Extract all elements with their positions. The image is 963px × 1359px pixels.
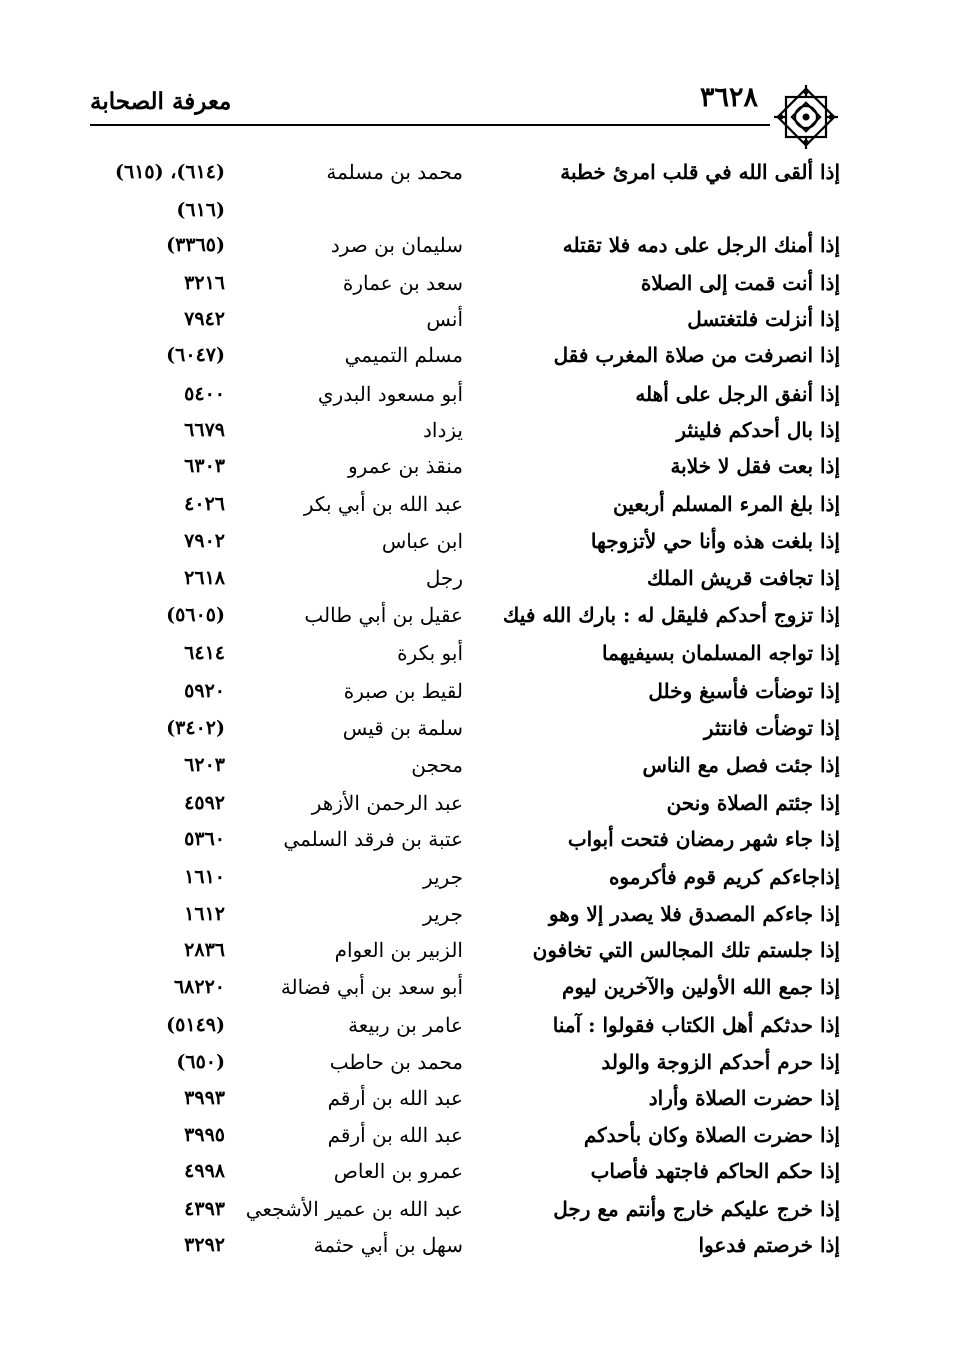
hadith-text: إذا تواجه المسلمان بسيفيهما — [602, 641, 840, 665]
hadith-text: إذا خرج عليكم خارج وأنتم مع رجل — [553, 1197, 840, 1221]
narrator-name: سهل بن أبي حثمة — [313, 1233, 463, 1257]
hadith-text: إذا أنفق الرجل على أهله — [635, 382, 840, 406]
reference-number: ٦٣٠٣ — [184, 455, 225, 477]
reference-number: (٣٣٦٥) — [166, 234, 225, 256]
reference-number: ٣٢١٦ — [184, 272, 225, 294]
reference-number: ٥٣٦٠ — [184, 828, 225, 850]
reference-number: ٥٤٠٠ — [184, 383, 225, 405]
hadith-text: إذا جاءكم المصدق فلا يصدر إلا وهو — [548, 902, 840, 926]
reference-number: ٣٩٩٣ — [184, 1087, 225, 1109]
reference-number: ٥٩٢٠ — [184, 680, 225, 702]
narrator-name: أنس — [426, 307, 463, 331]
hadith-text: إذا جلستم تلك المجالس التي تخافون — [532, 938, 840, 962]
reference-number: ١٦١٠ — [184, 866, 225, 888]
hadith-text: إذا حضرت الصلاة وأراد — [648, 1086, 840, 1110]
reference-number: ٤٩٩٨ — [184, 1160, 225, 1182]
reference-number: (٦٥٠) — [176, 1051, 225, 1073]
hadith-text: إذا بلغت هذه وأنا حي لأتزوجها — [590, 529, 840, 553]
list-item — [0, 750, 963, 784]
narrator-name: يزداد — [423, 418, 463, 442]
reference-number: ٤٠٢٦ — [184, 493, 225, 515]
reference-number: (٥١٤٩) — [166, 1014, 225, 1036]
list-item — [0, 195, 963, 229]
narrator-name: محمد بن حاطب — [329, 1050, 463, 1074]
narrator-name: عبد الله بن أرقم — [327, 1123, 463, 1147]
hadith-text: إذا جئتم الصلاة ونحن — [666, 791, 840, 815]
narrator-name: لقيط بن صبرة — [343, 679, 463, 703]
list-item — [0, 340, 963, 374]
list-item — [0, 451, 963, 485]
narrator-name: رجل — [425, 566, 463, 590]
reference-number: ٣٩٩٥ — [184, 1124, 225, 1146]
list-item — [0, 788, 963, 822]
reference-number: ٦٢٠٣ — [184, 754, 225, 776]
reference-number: ٤٣٩٣ — [184, 1198, 225, 1220]
narrator-name: عبد الله بن عمير الأشجعي — [245, 1197, 463, 1221]
hadith-text: إذا جئت فصل مع الناس — [642, 753, 840, 777]
list-item — [0, 600, 963, 634]
list-item — [0, 1120, 963, 1154]
hadith-text: إذا حرم أحدكم الزوجة والولد — [601, 1050, 840, 1074]
list-item — [0, 935, 963, 969]
list-item — [0, 563, 963, 597]
reference-number: (٥٦٠٥) — [166, 604, 225, 626]
reference-number: ٦٦٧٩ — [184, 419, 225, 441]
hadith-text: إذا توضأت فانتثر — [703, 716, 840, 740]
hadith-text: إذا حضرت الصلاة وكان بأحدكم — [583, 1123, 840, 1147]
book-title: معرفة الصحابة — [90, 88, 232, 115]
reference-number: ٢٨٣٦ — [184, 939, 225, 961]
hadith-text: إذا جاء شهر رمضان فتحت أبواب — [567, 827, 840, 851]
list-item — [0, 1156, 963, 1190]
narrator-name: ابن عباس — [381, 529, 463, 553]
hadith-text: إذا بلغ المرء المسلم أربعين — [612, 492, 840, 516]
narrator-name: عبد الله بن أبي بكر — [303, 492, 463, 516]
hadith-text: إذا أمنك الرجل على دمه فلا تقتله — [562, 233, 840, 257]
reference-number: (٣٤٠٢) — [166, 717, 225, 739]
list-item — [0, 1047, 963, 1081]
hadith-text: إذا حكم الحاكم فاجتهد فأصاب — [590, 1159, 840, 1183]
list-item — [0, 862, 963, 896]
list-item — [0, 157, 963, 191]
reference-number: (٦١٤)، (٦١٥) — [115, 161, 225, 183]
list-item — [0, 638, 963, 672]
narrator-name: مسلم التميمي — [344, 343, 463, 367]
narrator-name: منقذ بن عمرو — [347, 454, 463, 478]
reference-number: ٤٥٩٢ — [184, 792, 225, 814]
list-item — [0, 415, 963, 449]
hadith-text: إذا ألقى الله في قلب امرئ خطبة — [560, 160, 840, 184]
narrator-name: أبو مسعود البدري — [317, 382, 463, 406]
narrator-name: جرير — [423, 865, 463, 889]
page-number: ٣٦٢٨ — [699, 82, 758, 113]
narrator-name: أبو بكرة — [397, 641, 463, 665]
reference-number: ٢٦١٨ — [184, 567, 225, 589]
hadith-text: إذا بعت فقل لا خلابة — [670, 454, 840, 478]
list-item — [0, 379, 963, 413]
hadith-text: إذاجاءكم كريم قوم فأكرموه — [608, 865, 840, 889]
narrator-name: عبد الله بن أرقم — [327, 1086, 463, 1110]
narrator-name: جرير — [423, 902, 463, 926]
list-item — [0, 304, 963, 338]
narrator-name: محجن — [411, 753, 463, 777]
narrator-name: عمرو بن العاص — [333, 1159, 463, 1183]
list-item — [0, 1194, 963, 1228]
hadith-text: إذا تزوج أحدكم فليقل له : بارك الله فيك — [502, 603, 840, 627]
reference-number: ٧٩٤٢ — [184, 308, 225, 330]
list-item — [0, 676, 963, 710]
hadith-text: إذا خرصتم فدعوا — [698, 1233, 840, 1257]
hadith-text: إذا جمع الله الأولين والآخرين ليوم — [561, 975, 840, 999]
list-item — [0, 972, 963, 1006]
narrator-name: سلمة بن قيس — [342, 716, 463, 740]
list-item — [0, 268, 963, 302]
narrator-name: عامر بن ربيعة — [348, 1013, 463, 1037]
list-item — [0, 713, 963, 747]
reference-number: ١٦١٢ — [184, 903, 225, 925]
list-item — [0, 526, 963, 560]
list-item — [0, 1083, 963, 1117]
list-item — [0, 1230, 963, 1264]
narrator-name: عتبة بن فرقد السلمي — [283, 827, 463, 851]
reference-number: ٣٢٩٢ — [184, 1234, 225, 1256]
reference-number: ٦٨٢٢٠ — [173, 976, 225, 998]
hadith-text: إذا انصرفت من صلاة المغرب فقل — [553, 343, 840, 367]
list-item — [0, 230, 963, 264]
hadith-text: إذا أنت قمت إلى الصلاة — [640, 271, 840, 295]
narrator-name: سعد بن عمارة — [342, 271, 463, 295]
hadith-text: إذا حدثكم أهل الكتاب فقولوا : آمنا — [552, 1013, 840, 1037]
reference-number: ٦٤١٤ — [184, 642, 225, 664]
narrator-name: الزبير بن العوام — [334, 938, 463, 962]
hadith-text: إذا بال أحدكم فلينثر — [676, 418, 840, 442]
reference-number: ٧٩٠٢ — [184, 530, 225, 552]
reference-number: (٦٠٤٧) — [166, 344, 225, 366]
narrator-name: أبو سعد بن أبي فضالة — [280, 975, 463, 999]
list-item — [0, 899, 963, 933]
hadith-text: إذا أنزلت فلتغتسل — [687, 307, 840, 331]
reference-number: (٦١٦) — [176, 199, 225, 221]
hadith-text: إذا توضأت فأسبغ وخلل — [648, 679, 840, 703]
list-item — [0, 824, 963, 858]
hadith-text: إذا تجافت قريش الملك — [646, 566, 840, 590]
narrator-name: عبد الرحمن الأزهر — [311, 791, 463, 815]
narrator-name: محمد بن مسلمة — [326, 160, 463, 184]
list-item — [0, 1010, 963, 1044]
narrator-name: سليمان بن صرد — [330, 233, 463, 257]
list-item — [0, 489, 963, 523]
narrator-name: عقيل بن أبي طالب — [304, 603, 463, 627]
